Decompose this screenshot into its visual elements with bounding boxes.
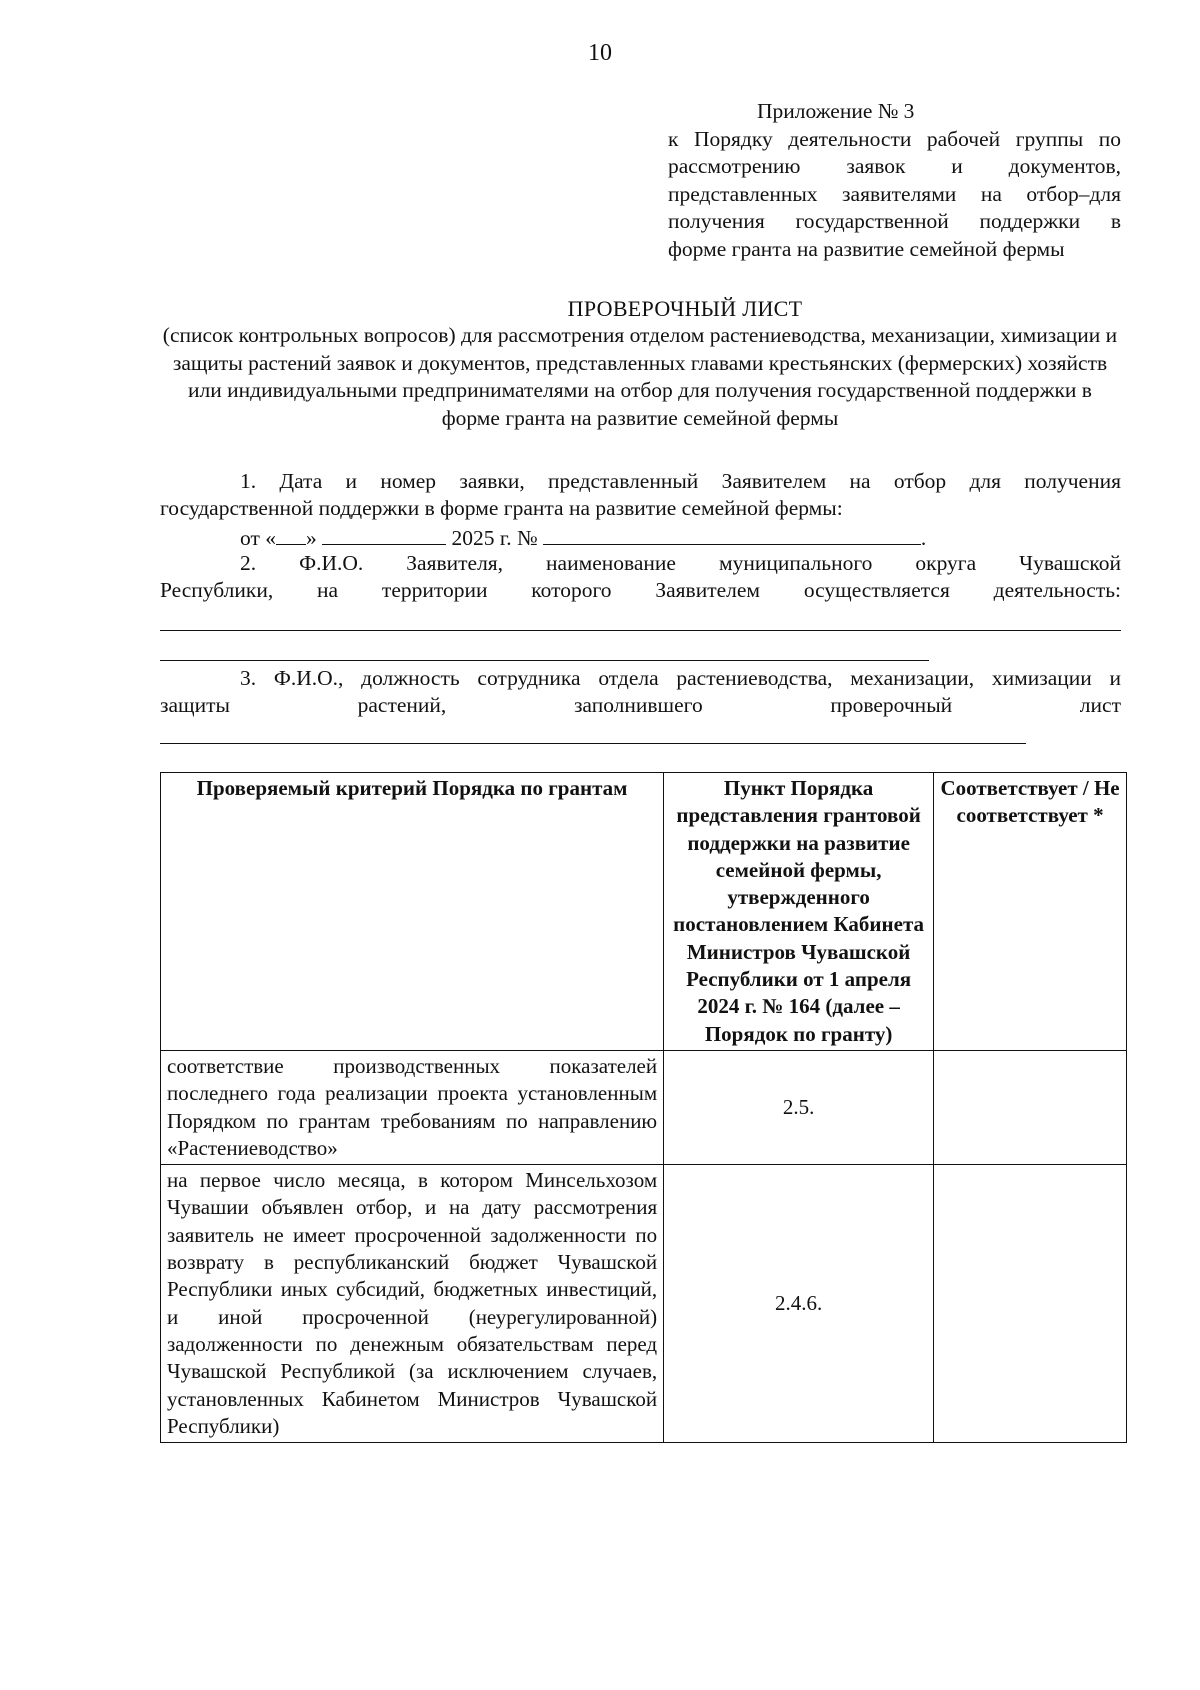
checklist-title: ПРОВЕРОЧНЫЙ ЛИСТ xyxy=(567,296,803,321)
header-status: Соответствует / Не соответствует * xyxy=(934,773,1127,1051)
item2-line1: 2. Ф.И.О. Заявителя, наименование муниципального округа Чувашской xyxy=(240,551,1121,575)
item1-line1: 1. Дата и номер заявки, представленный Заявителем на отбор для получения xyxy=(240,469,1121,493)
item1-year: 2025 г. № xyxy=(451,526,538,550)
appendix-line: представленных заявителями на отбор–для xyxy=(668,181,1121,206)
item1-quote-close: » xyxy=(306,526,317,550)
appendix-block xyxy=(668,98,1121,263)
item1-date-line xyxy=(240,522,1120,553)
checklist-subtitle: (список контрольных вопросов) для рассмотрения отделом растениеводства, механизации, химизации и защиты растений заявок и документов, представленных главами крестьянских (фермерских) хозяйств или индивидуальными предпринимателями на отбор для получения государственной поддержки в форме гранта на развитие семейной фермы xyxy=(162,323,1118,430)
appendix-line: форме гранта на развитие семейной фермы xyxy=(668,236,1065,261)
criteria-table xyxy=(160,772,1127,1443)
criterion-cell: соответствие производственных показателей последнего года реализации проекта установленным Порядком по грантам требованиям по направлению «Растениеводство» xyxy=(161,1050,664,1164)
item1-from: от « xyxy=(240,526,276,550)
appendix-line: к Порядку деятельности рабочей группы по xyxy=(668,126,1121,151)
table-row xyxy=(161,1050,1127,1164)
item1-end: . xyxy=(920,526,927,550)
point-cell: 2.5. xyxy=(664,1050,934,1164)
page-number: 10 xyxy=(588,40,612,66)
day-field[interactable] xyxy=(276,522,306,545)
item2-blank-line[interactable] xyxy=(160,630,1121,631)
status-cell[interactable] xyxy=(934,1165,1127,1443)
appendix-line: рассмотрению заявок и документов, xyxy=(668,154,1121,178)
table-row xyxy=(161,1165,1127,1443)
point-cell: 2.4.6. xyxy=(664,1165,934,1443)
item3-line2: защиты растений, заполнившего проверочный лист xyxy=(160,693,1121,717)
month-field[interactable] xyxy=(322,522,446,545)
appendix-line: получения государственной поддержки в xyxy=(668,209,1121,233)
item2-blank-line[interactable] xyxy=(160,660,929,661)
header-criterion: Проверяемый критерий Порядка по грантам xyxy=(161,773,664,1051)
item3-blank-line[interactable] xyxy=(160,743,1026,744)
table-header-row xyxy=(161,773,1127,1051)
item3-line1: 3. Ф.И.О., должность сотрудника отдела растениеводства, механизации, химизации и xyxy=(240,666,1121,690)
appendix-title: Приложение № 3 xyxy=(757,99,915,123)
status-cell[interactable] xyxy=(934,1050,1127,1164)
item1-line2: государственной поддержки в форме гранта на развитие семейной фермы: xyxy=(160,496,843,520)
item2-line2: Республики, на территории которого Заявителем осуществляется деятельность: xyxy=(160,578,1121,602)
header-point: Пункт Порядка представления грантовой поддержки на развитие семейной фермы, утвержденного постановлением Кабинета Министров Чувашской Республики от 1 апреля 2024 г. № 164 (далее – Порядок по гранту) xyxy=(664,773,934,1051)
criterion-cell: на первое число месяца, в котором Минсельхозом Чувашии объявлен отбор, и на дату рассмотрения заявитель не имеет просроченной задолженности по возврату в республиканский бюджет Чувашской Республики иных субсидий, бюджетных инвестиций, и иной просроченной (неурегулированной) задолженности по денежным обязательствам перед Чувашской Республикой (за исключением случаев, установленных Кабинетом Министров Чувашской Республики) xyxy=(161,1165,664,1443)
application-number-field[interactable] xyxy=(543,522,921,545)
